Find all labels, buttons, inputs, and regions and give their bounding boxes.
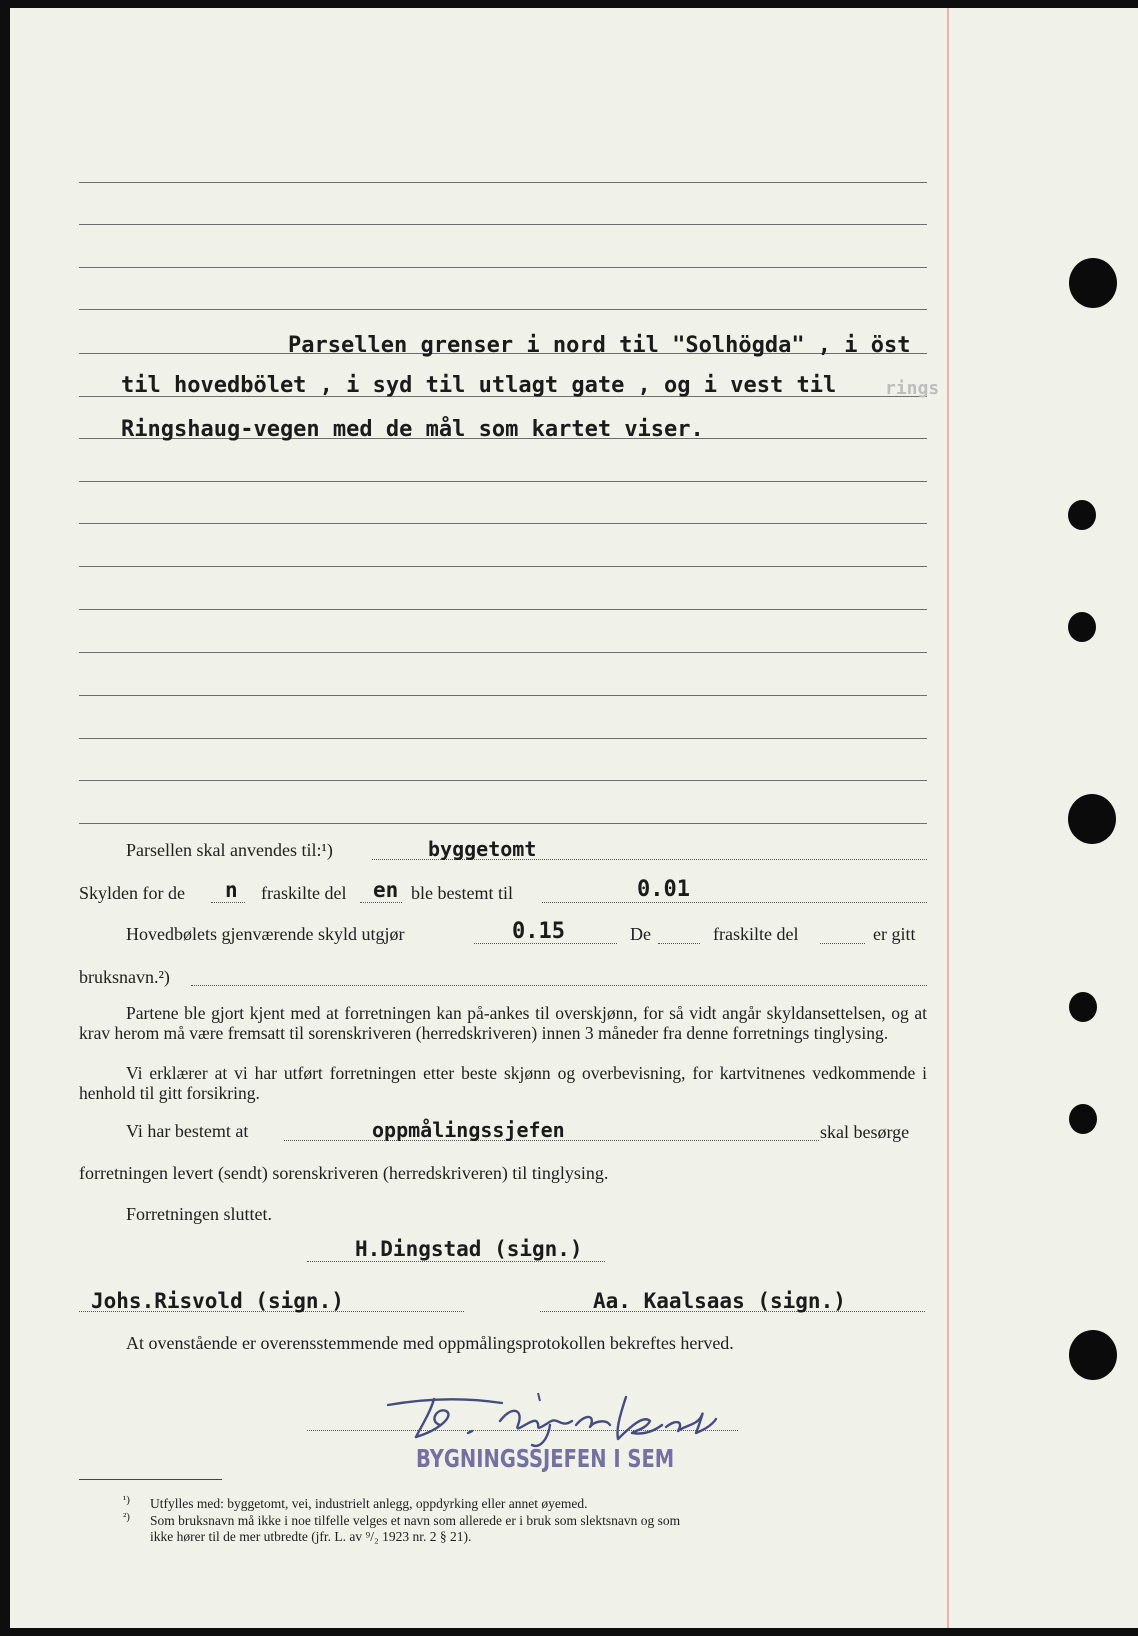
punch-hole xyxy=(1068,612,1096,642)
hoved-value: 0.15 xyxy=(512,919,565,944)
body-line-2-ghost: rings xyxy=(885,378,940,399)
ruled-line xyxy=(79,652,927,653)
bestemt-value: oppmålingssjefen xyxy=(372,1118,565,1142)
punch-hole xyxy=(1068,500,1096,530)
appeal-paragraph: Partene ble gjort kjent med at forretningen kan på-ankes til overskjønn, for så vidt angår skyldansettelsen, og at krav herom må være fremsatt til sorenskriveren (herredskriveren) innen 3 måneder fra denne forretnings tinglysing. xyxy=(79,1003,927,1043)
skyld-label-b: fraskilte del xyxy=(261,883,347,903)
official-stamp: BYGNINGSSJEFEN I SEM xyxy=(416,1444,675,1473)
skyld-value: 0.01 xyxy=(637,877,690,902)
punch-hole xyxy=(1069,1104,1097,1134)
punch-hole xyxy=(1069,1330,1117,1380)
signature-line-main xyxy=(307,1261,605,1262)
footnote-1: Utfylles med: byggetomt, vei, industrielt anlegg, oppdyrking eller annet øyemed. xyxy=(150,1496,588,1511)
ruled-line xyxy=(79,224,927,225)
footnote-1-mark: ¹) xyxy=(123,1494,130,1506)
use-label: Parsellen skal anvendes til:¹) xyxy=(126,840,333,860)
footnote-2-line-a: Som bruksnavn må ikke i noe tilfelle velges et navn som allerede er i bruk som slektsnavn og som xyxy=(150,1513,681,1528)
bruksnavn-dotted xyxy=(191,985,927,986)
skyld-fill-b: en xyxy=(373,878,399,902)
signature-main: H.Dingstad (sign.) xyxy=(355,1237,583,1261)
bestemt-label: Vi har bestemt at xyxy=(126,1121,249,1141)
skyld-fill-a: n xyxy=(225,878,238,902)
margin-line xyxy=(947,8,949,1628)
fraskilte-dotted xyxy=(820,943,865,944)
declaration-paragraph: Vi erklærer at vi har utført forretningen etter beste skjønn og overbevisning, for kartvitnenes vedkommende i henhold til gitt forsikring. xyxy=(79,1063,927,1103)
body-line-3: Ringshaug-vegen med de mål som kartet viser. xyxy=(121,417,704,442)
de-dotted xyxy=(658,943,700,944)
hoved-label: Hovedbølets gjenværende skyld utgjør xyxy=(126,924,405,944)
use-value: byggetomt xyxy=(428,837,537,861)
ruled-line xyxy=(79,780,927,781)
ruled-line xyxy=(79,267,927,268)
footnote-2-line-b: ikke hører til de mer utbredte (jfr. L. av ⁹/₂ 1923 nr. 2 § 21). xyxy=(150,1529,472,1544)
levert-text: forretningen levert (sendt) sorenskriveren (herredskriveren) til tinglysing. xyxy=(79,1163,609,1183)
body-line-1: Parsellen grenser i nord til "Solhögda" , i öst xyxy=(288,333,911,358)
sluttet-text: Forretningen sluttet. xyxy=(126,1204,272,1224)
ruled-line xyxy=(79,609,927,610)
body-line-2: til hovedbölet , i syd til utlagt gate , og i vest til xyxy=(121,373,837,398)
ruled-line xyxy=(79,823,927,824)
skyld-dotted-value xyxy=(542,902,927,903)
besorge-label: skal besørge xyxy=(820,1122,910,1142)
footnote-separator xyxy=(79,1479,222,1480)
ruled-line xyxy=(79,523,927,524)
signature-right: Aa. Kaalsaas (sign.) xyxy=(593,1289,846,1313)
skyld-label-a: Skylden for de xyxy=(79,883,185,903)
ruled-line xyxy=(79,481,927,482)
punch-hole xyxy=(1069,258,1117,308)
punch-hole xyxy=(1068,794,1116,844)
ruled-line xyxy=(79,566,927,567)
ruled-line xyxy=(79,182,927,183)
ruled-line xyxy=(79,738,927,739)
skyld-dotted-b xyxy=(360,902,402,903)
footnote-2-mark: ²) xyxy=(123,1511,130,1523)
ruled-line xyxy=(79,695,927,696)
gitt-label: er gitt xyxy=(873,924,916,944)
skyld-dotted-a xyxy=(211,902,245,903)
fraskilte-label: fraskilte del xyxy=(713,924,799,944)
signature-left: Johs.Risvold (sign.) xyxy=(91,1289,344,1313)
certification-text: At ovenstående er overensstemmende med oppmålingsprotokollen bekreftes herved. xyxy=(126,1333,734,1353)
ruled-line xyxy=(79,309,927,310)
skyld-label-c: ble bestemt til xyxy=(411,883,513,903)
bruksnavn-label: bruksnavn.²) xyxy=(79,967,170,987)
de-label: De xyxy=(630,924,651,944)
punch-hole xyxy=(1069,992,1097,1022)
